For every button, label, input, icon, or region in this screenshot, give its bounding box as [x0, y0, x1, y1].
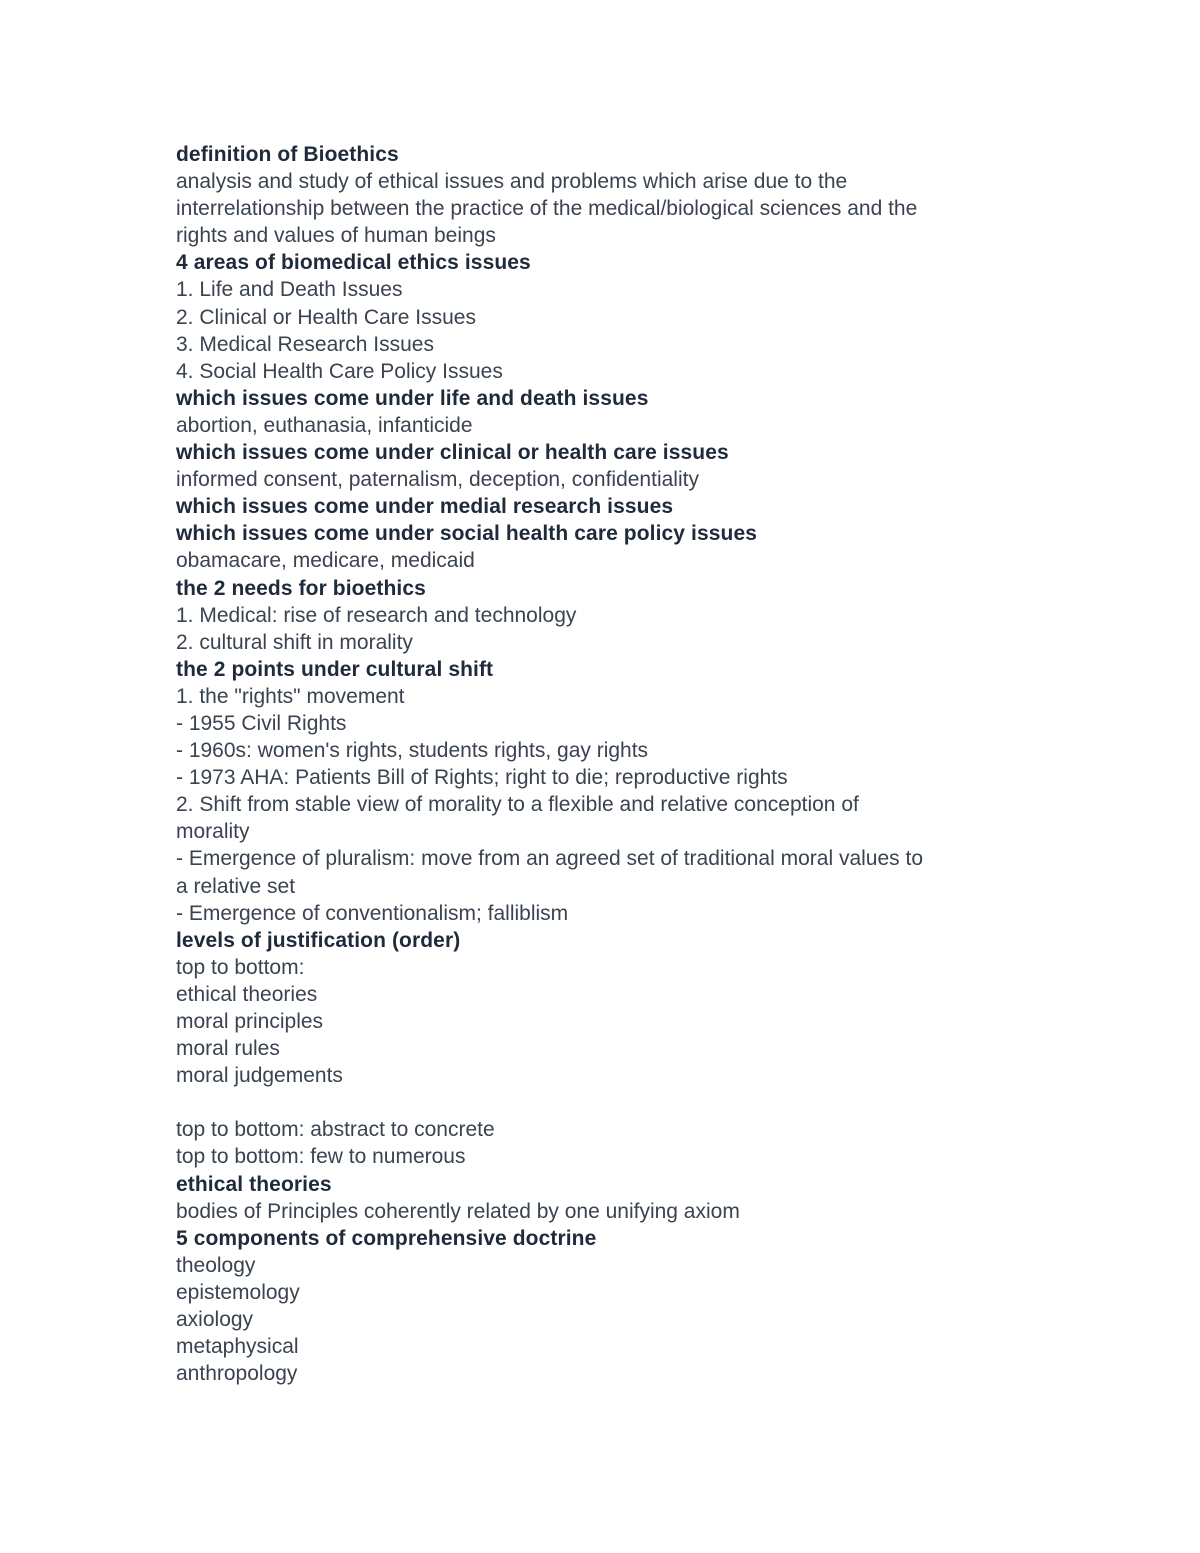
definition-line: - Emergence of pluralism: move from an agreed set of traditional moral values to: [176, 847, 924, 871]
term-heading: ethical theories: [176, 1172, 332, 1196]
definition-line: moral judgements: [176, 1064, 343, 1088]
definition-line: - Emergence of conventionalism; falliblism: [176, 901, 569, 925]
definition-line: 2. cultural shift in morality: [176, 630, 413, 654]
definition-line: ethical theories: [176, 982, 318, 1006]
definition-line: moral rules: [176, 1037, 280, 1061]
term-heading: the 2 needs for bioethics: [176, 576, 426, 600]
term-heading: levels of justification (order): [176, 928, 461, 952]
definition-line: 4. Social Health Care Policy Issues: [176, 359, 503, 383]
definition-line: 1. Life and Death Issues: [176, 278, 403, 302]
document-page: [176, 141, 1036, 1387]
definition-line: axiology: [176, 1308, 254, 1332]
definition-line: moral principles: [176, 1010, 324, 1033]
definition-line: bodies of Principles coherently related by one unifying axiom: [176, 1199, 740, 1223]
definition-line: 2. Clinical or Health Care Issues: [176, 305, 476, 329]
definition-line: metaphysical: [176, 1335, 299, 1359]
definition-line: - 1973 AHA: Patients Bill of Rights; right to die; reproductive rights: [176, 766, 788, 790]
flashcard-text-body: [176, 141, 1036, 1387]
definition-line: informed consent, paternalism, deception, confidentiality: [176, 468, 699, 492]
term-heading: which issues come under social health care policy issues: [176, 522, 757, 546]
term-heading: 5 components of comprehensive doctrine: [176, 1226, 597, 1250]
definition-line: interrelationship between the practice of the medical/biological sciences and the: [176, 197, 918, 221]
definition-line: analysis and study of ethical issues and problems which arise due to the: [176, 170, 848, 194]
definition-line: anthropology: [176, 1362, 298, 1386]
definition-line: obamacare, medicare, medicaid: [176, 549, 475, 573]
definition-line: 2. Shift from stable view of morality to a flexible and relative conception of: [176, 793, 859, 817]
definition-line: top to bottom: abstract to concrete: [176, 1118, 495, 1142]
definition-line: a relative set: [176, 874, 296, 898]
definition-line: abortion, euthanasia, infanticide: [176, 413, 473, 437]
term-heading: the 2 points under cultural shift: [176, 657, 494, 681]
term-heading: which issues come under clinical or health care issues: [176, 441, 729, 465]
definition-line: theology: [176, 1253, 256, 1277]
definition-line: top to bottom: few to numerous: [176, 1145, 466, 1169]
definition-line: - 1960s: women's rights, students rights, gay rights: [176, 739, 649, 763]
definition-line: morality: [176, 820, 250, 844]
definition-line: 1. the "rights" movement: [176, 684, 405, 708]
term-heading: which issues come under medial research issues: [176, 495, 674, 519]
definition-line: rights and values of human beings: [176, 224, 496, 248]
definition-line: 1. Medical: rise of research and technology: [176, 603, 577, 627]
blank-line: [176, 1089, 1036, 1116]
term-heading: 4 areas of biomedical ethics issues: [176, 251, 531, 275]
term-heading: definition of Bioethics: [176, 143, 399, 166]
definition-line: top to bottom:: [176, 955, 305, 979]
definition-line: 3. Medical Research Issues: [176, 332, 434, 356]
definition-line: epistemology: [176, 1280, 300, 1304]
definition-line: - 1955 Civil Rights: [176, 711, 347, 735]
term-heading: which issues come under life and death issues: [176, 386, 649, 410]
